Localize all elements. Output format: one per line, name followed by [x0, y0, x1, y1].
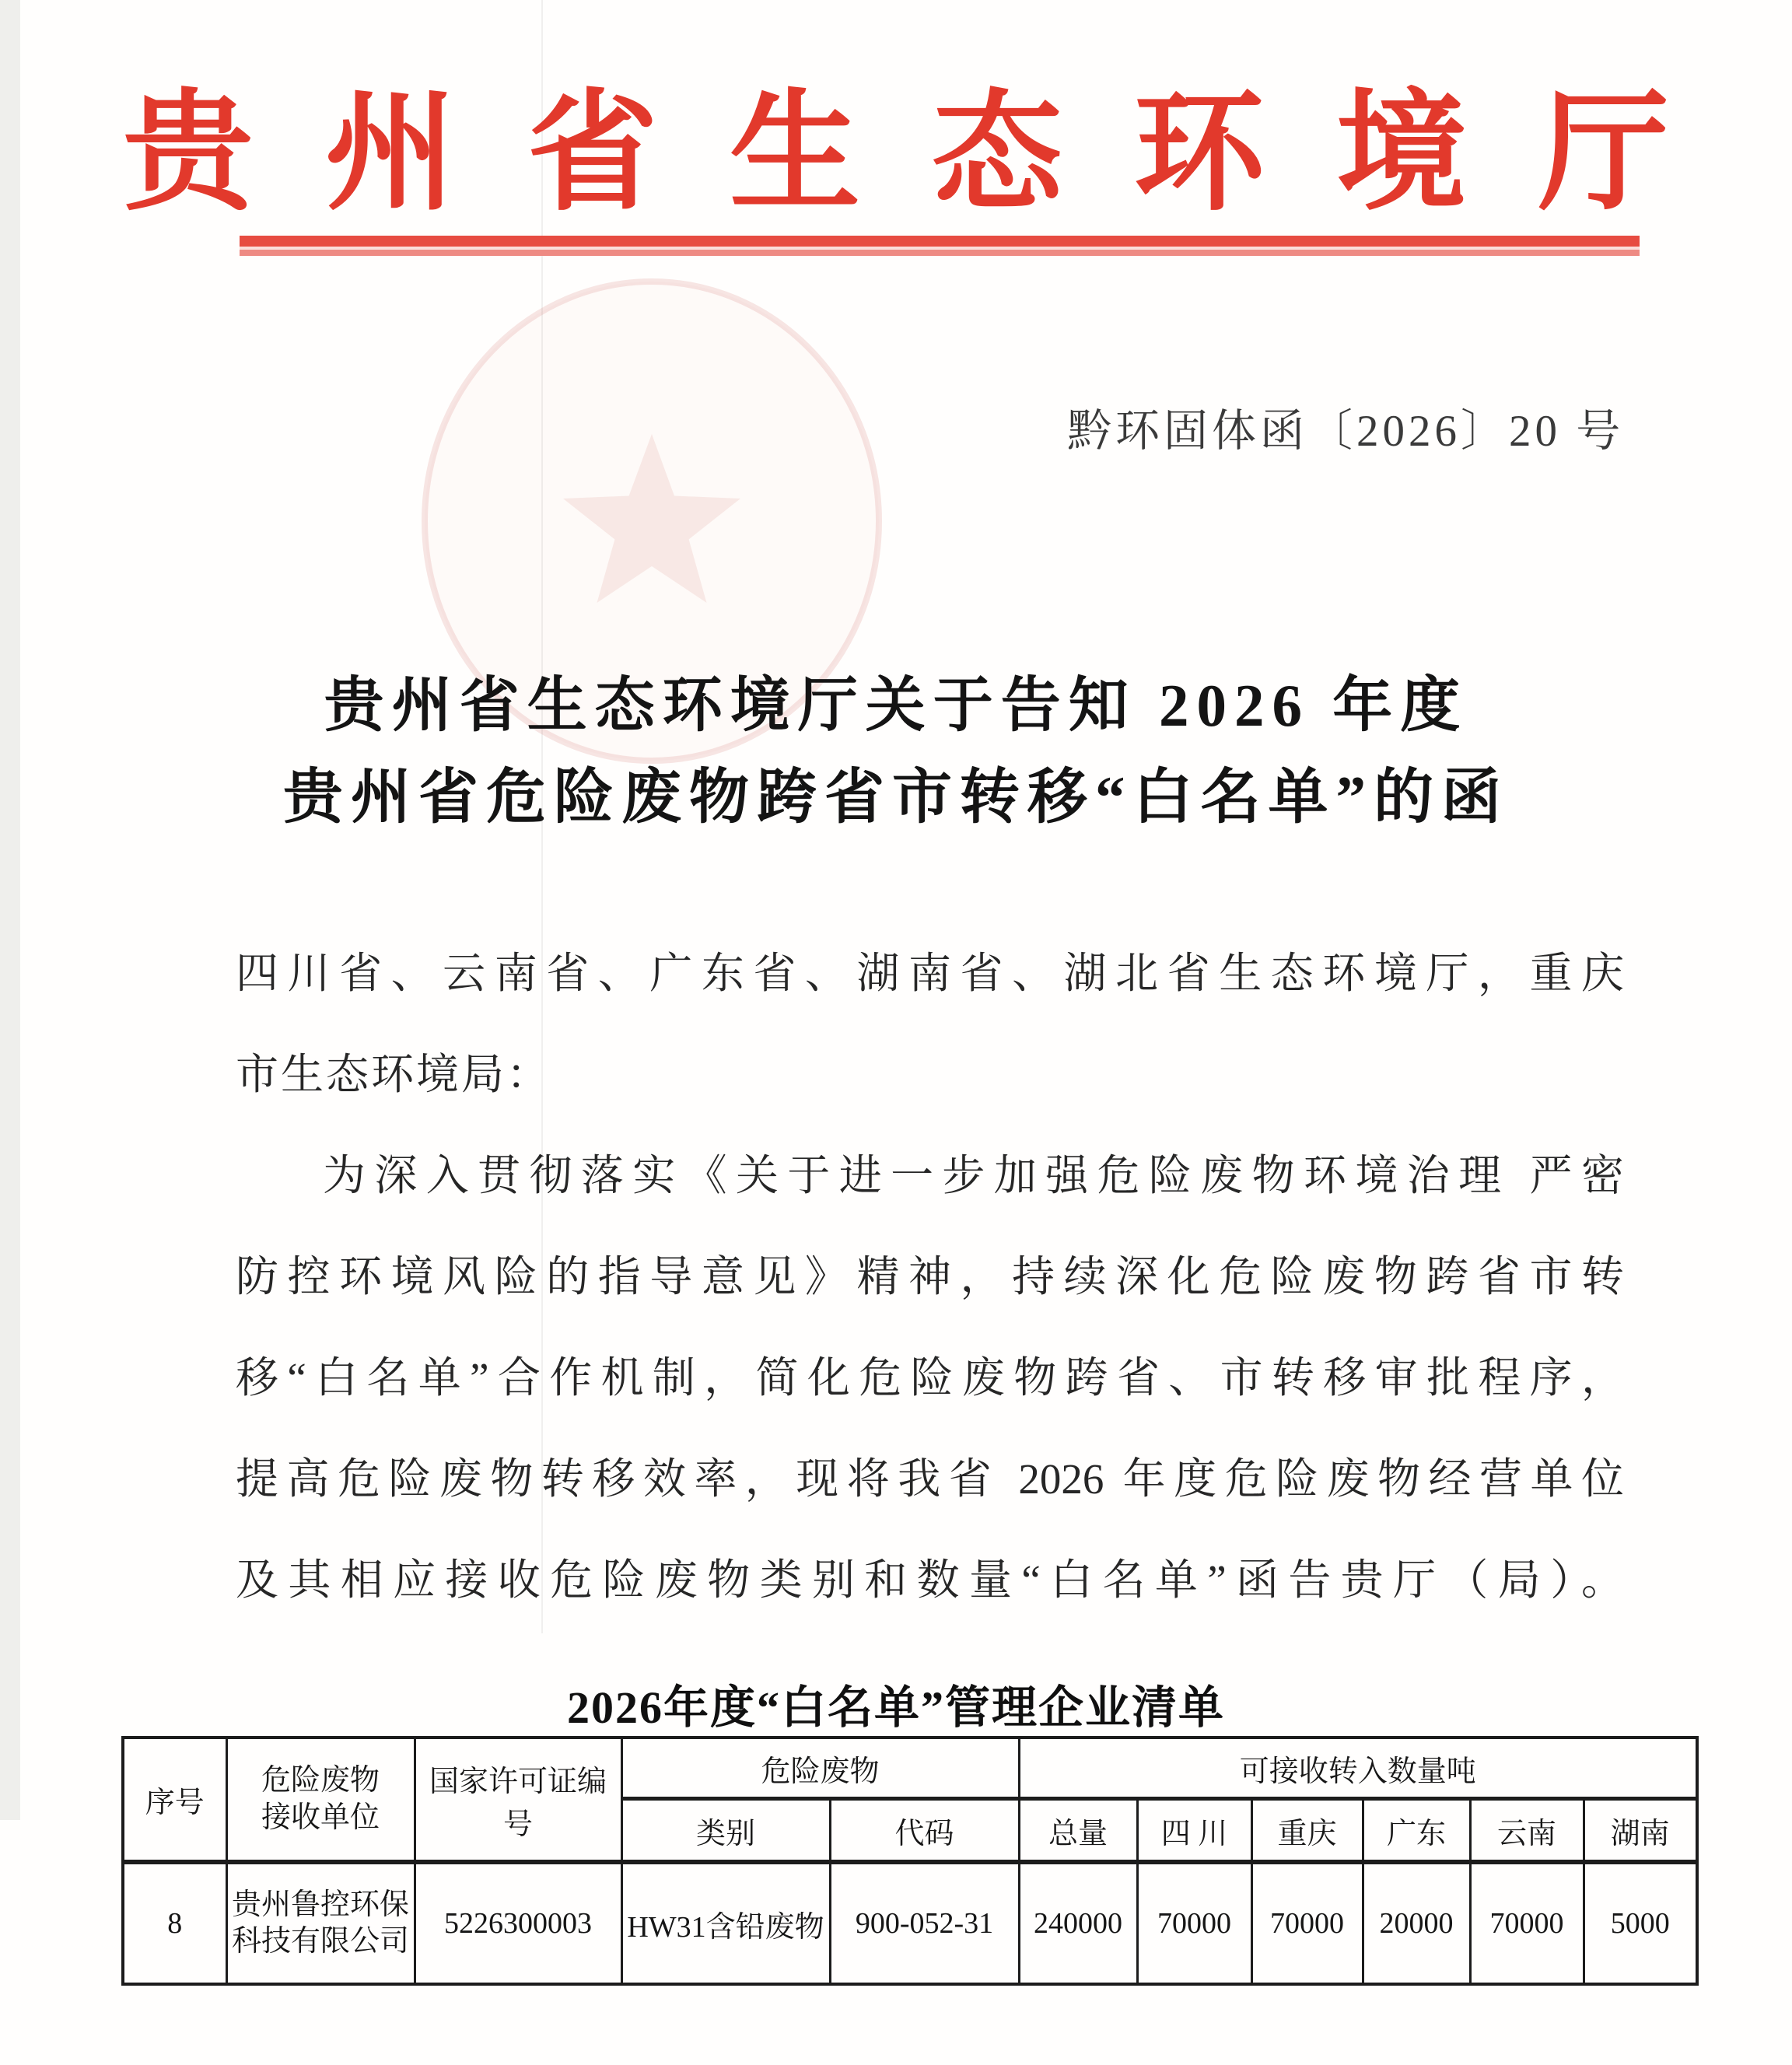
header-waste-group: 危险废物 [621, 1738, 1019, 1799]
cell-yunnan: 70000 [1470, 1862, 1584, 1984]
cell-license: 5226300003 [415, 1862, 621, 1984]
cell-receiver [226, 1862, 415, 1984]
red-rule-top-bar [240, 236, 1640, 247]
cell-category: HW31含铅废物 [621, 1862, 830, 1984]
cell-receiver-line1: 贵州鲁控环保 [231, 1888, 409, 1921]
header-total: 总量 [1019, 1799, 1137, 1863]
table-title: 2026年度“白名单”管理企业清单 [566, 1682, 1225, 1733]
header-receiver-line2: 接收单位 [261, 1801, 380, 1834]
header-sichuan: 四 川 [1137, 1799, 1251, 1863]
body-line: 为深入贯彻落实《关于进一步加强危险废物环境治理 严密 [323, 1152, 1624, 1199]
letterhead-red-rule [240, 236, 1640, 256]
body-line: 四川省、云南省、广东省、湖南省、湖北省生态环境厅，重庆 [236, 950, 1624, 997]
header-code: 代码 [830, 1799, 1019, 1863]
header-chongqing: 重庆 [1251, 1799, 1363, 1863]
table-header-row-1 [123, 1738, 1697, 1799]
body-line: 及其相应接收危险废物类别和数量“白名单”函告贵厅（局）。 [236, 1556, 1624, 1604]
whitelist-table [121, 1736, 1699, 1986]
cell-hunan: 5000 [1584, 1862, 1697, 1984]
table-row [123, 1862, 1697, 1984]
header-seq: 序号 [123, 1738, 226, 1862]
document-title-line2: 贵州省危险废物跨省市转移“白名单”的函 [283, 764, 1509, 831]
header-hunan: 湖南 [1584, 1799, 1697, 1863]
cell-code: 900-052-31 [830, 1862, 1019, 1984]
red-rule-bottom-bar [240, 250, 1640, 256]
document-number: 黔环固体函〔2026〕20 号 [1067, 407, 1625, 456]
header-yunnan: 云南 [1470, 1799, 1584, 1863]
cell-guangdong: 20000 [1363, 1862, 1470, 1984]
header-receiver [226, 1738, 415, 1862]
body-line: 移“白名单”合作机制，简化危险废物跨省、市转移审批程序， [236, 1354, 1624, 1402]
header-quantity-group: 可接收转入数量吨 [1019, 1738, 1697, 1799]
cell-chongqing: 70000 [1251, 1862, 1363, 1984]
header-license: 国家许可证编号 [415, 1738, 621, 1862]
letterhead-org-title: 贵州省生态环境厅 [123, 82, 1741, 226]
body-line: 市生态环境局： [236, 1051, 552, 1098]
header-category: 类别 [621, 1799, 830, 1863]
document-title-line1: 贵州省生态环境厅关于告知 2026 年度 [324, 672, 1468, 739]
header-receiver-line1: 危险废物 [261, 1764, 380, 1797]
cell-sichuan: 70000 [1137, 1862, 1251, 1984]
cell-seq: 8 [123, 1862, 226, 1984]
cell-receiver-line2: 科技有限公司 [231, 1925, 409, 1958]
body-line: 防控环境风险的指导意见》精神，持续深化危险废物跨省市转 [236, 1253, 1624, 1300]
cell-total: 240000 [1019, 1862, 1137, 1984]
header-guangdong: 广东 [1363, 1799, 1470, 1863]
body-line: 提高危险废物转移效率，现将我省 2026 年度危险废物经营单位 [236, 1455, 1624, 1503]
scan-edge-strip [0, 0, 20, 1820]
